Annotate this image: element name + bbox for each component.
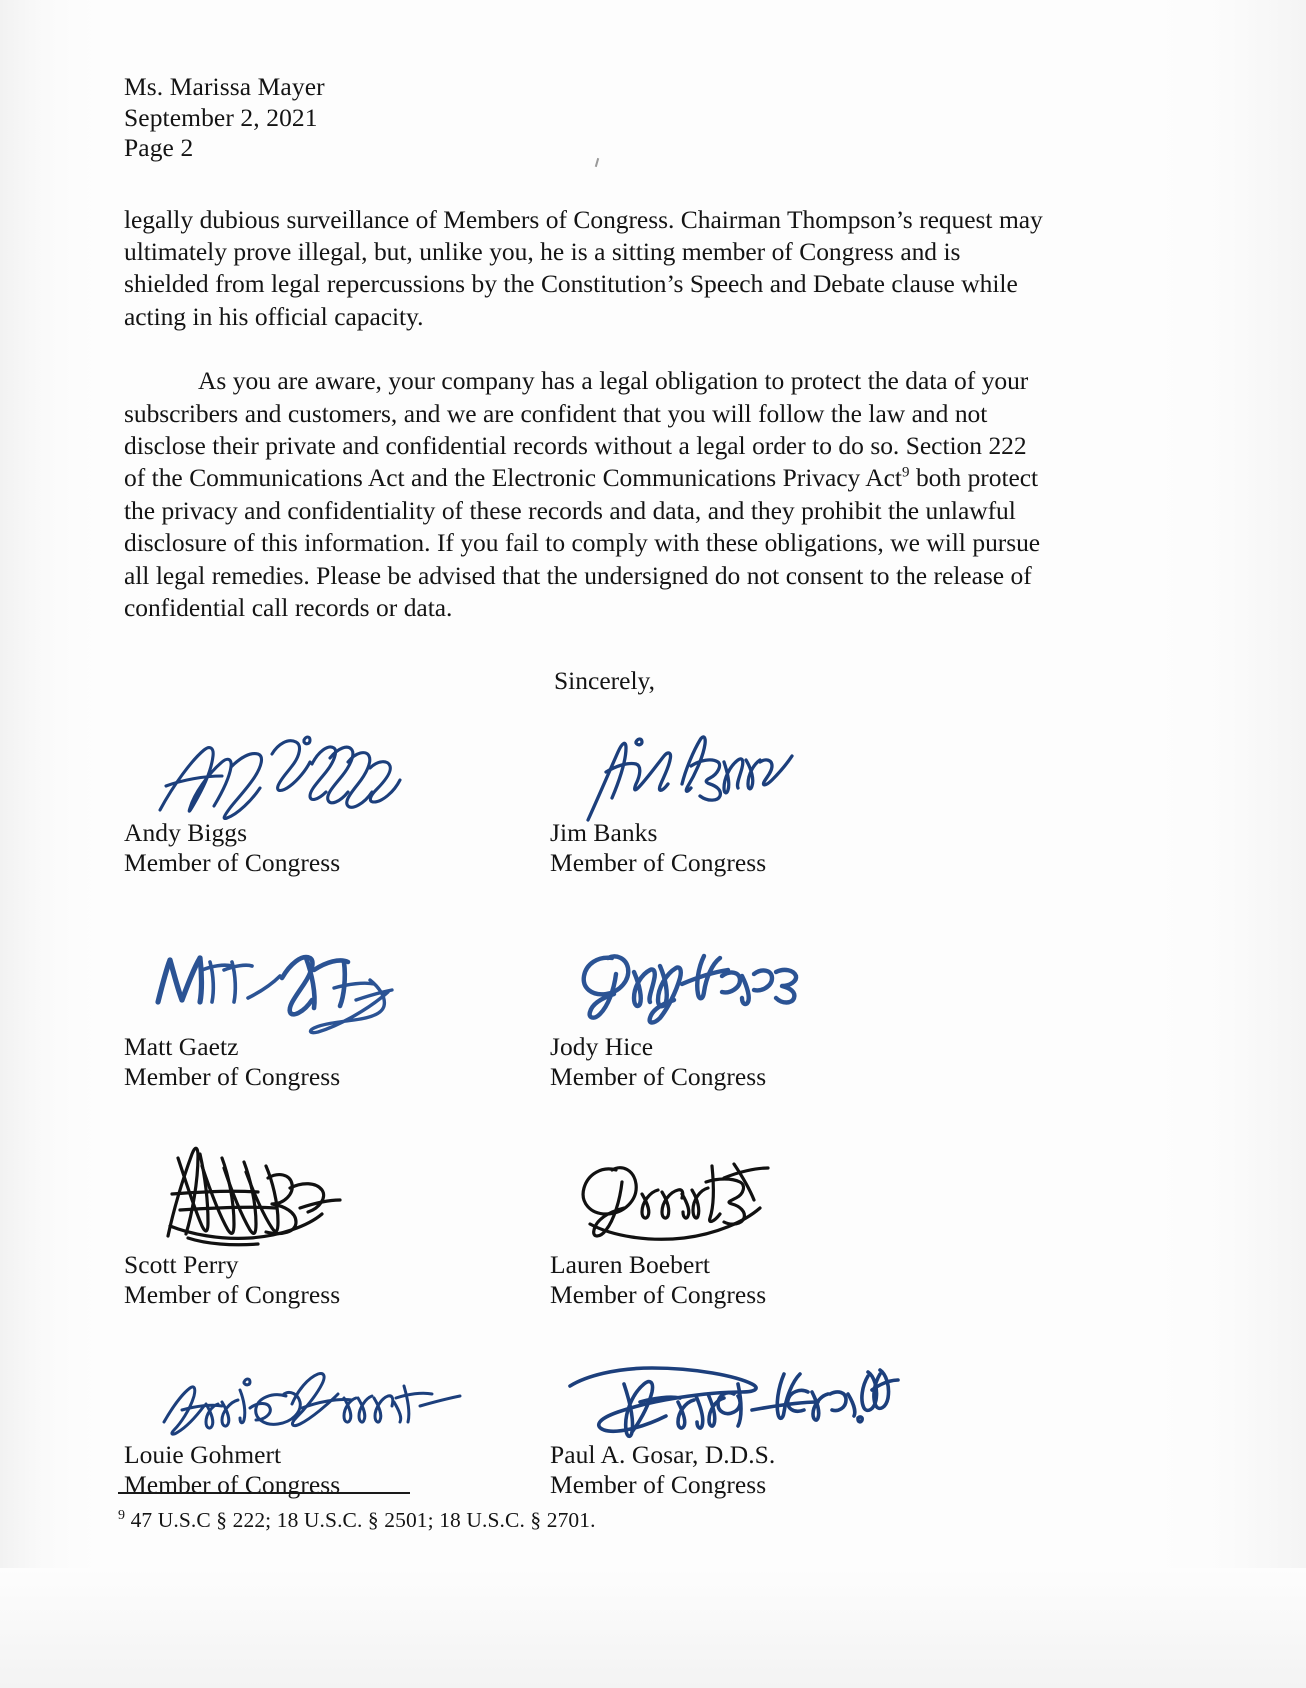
- signature-name: Matt Gaetz: [124, 1032, 239, 1062]
- footnote-reference-marker: 9: [901, 464, 910, 481]
- signature-name: Andy Biggs: [124, 818, 248, 848]
- signature-image-lauren-boebert: [550, 1138, 968, 1250]
- signature-block-jody-hice: [550, 940, 968, 1092]
- letterhead-date: September 2, 2021: [124, 102, 318, 132]
- signature-block-louie-gohmert: [124, 1364, 542, 1500]
- signature-grid: [124, 726, 1049, 1500]
- signature-title: Member of Congress: [550, 1470, 767, 1500]
- signature-block-matt-gaetz: [124, 940, 542, 1092]
- body-paragraph-2-text-after-footnote: both protect the privacy and confidentiality of these records and data, and they prohibit the unlawful disclosure of this information. If you fail to comply with these obligations, we will pursue all legal remedies. Please be advised that the undersigned do not consent to the release of confidential call records or data.: [124, 463, 1041, 622]
- signature-block-scott-perry: [124, 1138, 542, 1310]
- signature-name: Scott Perry: [124, 1250, 239, 1280]
- footnote-separator-rule: [118, 1492, 410, 1494]
- signature-title: Member of Congress: [124, 1062, 341, 1092]
- signature-image-jody-hice: [550, 940, 968, 1032]
- body-paragraph-1: legally dubious surveillance of Members of Congress. Chairman Thompson’s request may ultimately prove illegal, but, unlike you, he is a sitting member of Congress and is shielded from legal repercussions by the Constitution’s Speech and Debate clause while acting in his official capacity.: [124, 204, 1043, 331]
- footnote-entry: [118, 1507, 918, 1533]
- signature-row: [124, 1364, 1049, 1500]
- signature-title: Member of Congress: [124, 1470, 341, 1500]
- signature-row: [124, 726, 1049, 878]
- footnote-number: 9: [118, 1507, 126, 1523]
- document-content: [124, 72, 1049, 1500]
- signature-title: Member of Congress: [550, 1280, 767, 1310]
- signature-block-jim-banks: [550, 726, 968, 878]
- signature-name: Jim Banks: [550, 818, 658, 848]
- signature-title: Member of Congress: [124, 1280, 341, 1310]
- signature-block-paul-gosar: [550, 1364, 968, 1500]
- signature-title: Member of Congress: [124, 848, 341, 878]
- signature-name: Jody Hice: [550, 1032, 654, 1062]
- signature-block-andy-biggs: [124, 726, 542, 878]
- letterhead-page-number: Page 2: [124, 133, 194, 162]
- signature-image-andy-biggs: [124, 726, 542, 818]
- signature-image-jim-banks: [550, 726, 968, 818]
- scan-edge-bottom: [0, 1568, 1306, 1688]
- scan-edge-left: [0, 0, 96, 1688]
- signature-block-lauren-boebert: [550, 1138, 968, 1310]
- signature-image-paul-gosar: [550, 1364, 968, 1440]
- body-paragraph-2: [124, 365, 1049, 624]
- closing-salutation: Sincerely,: [554, 666, 656, 696]
- signature-title: Member of Congress: [550, 848, 767, 878]
- signature-name: Louie Gohmert: [124, 1440, 282, 1470]
- signature-title: Member of Congress: [550, 1062, 767, 1092]
- signature-row: [124, 940, 1049, 1092]
- signature-row: [124, 1138, 1049, 1310]
- signature-image-louie-gohmert: [124, 1364, 542, 1440]
- footnote-citation-text: 47 U.S.C § 222; 18 U.S.C. § 2501; 18 U.S.C. § 2701.: [125, 1508, 596, 1532]
- letterhead: [124, 72, 1049, 164]
- scan-edge-right: [1156, 0, 1306, 1688]
- letterhead-recipient: Ms. Marissa Mayer: [124, 72, 325, 101]
- signature-image-matt-gaetz: [124, 940, 542, 1032]
- footnote-area: [118, 1492, 918, 1533]
- signature-image-scott-perry: [124, 1138, 542, 1250]
- signature-name: Lauren Boebert: [550, 1250, 711, 1280]
- body-paragraph-2-text-before-footnote: As you are aware, your company has a legal obligation to protect the data of your subscribers and customers, and we are confident that you will follow the law and not disclose their private and confidential records without a legal order to do so. Section 222 of the Communications Act and the Electronic Communications Privacy Act: [124, 366, 1029, 493]
- signature-name: Paul A. Gosar, D.D.S.: [550, 1440, 776, 1470]
